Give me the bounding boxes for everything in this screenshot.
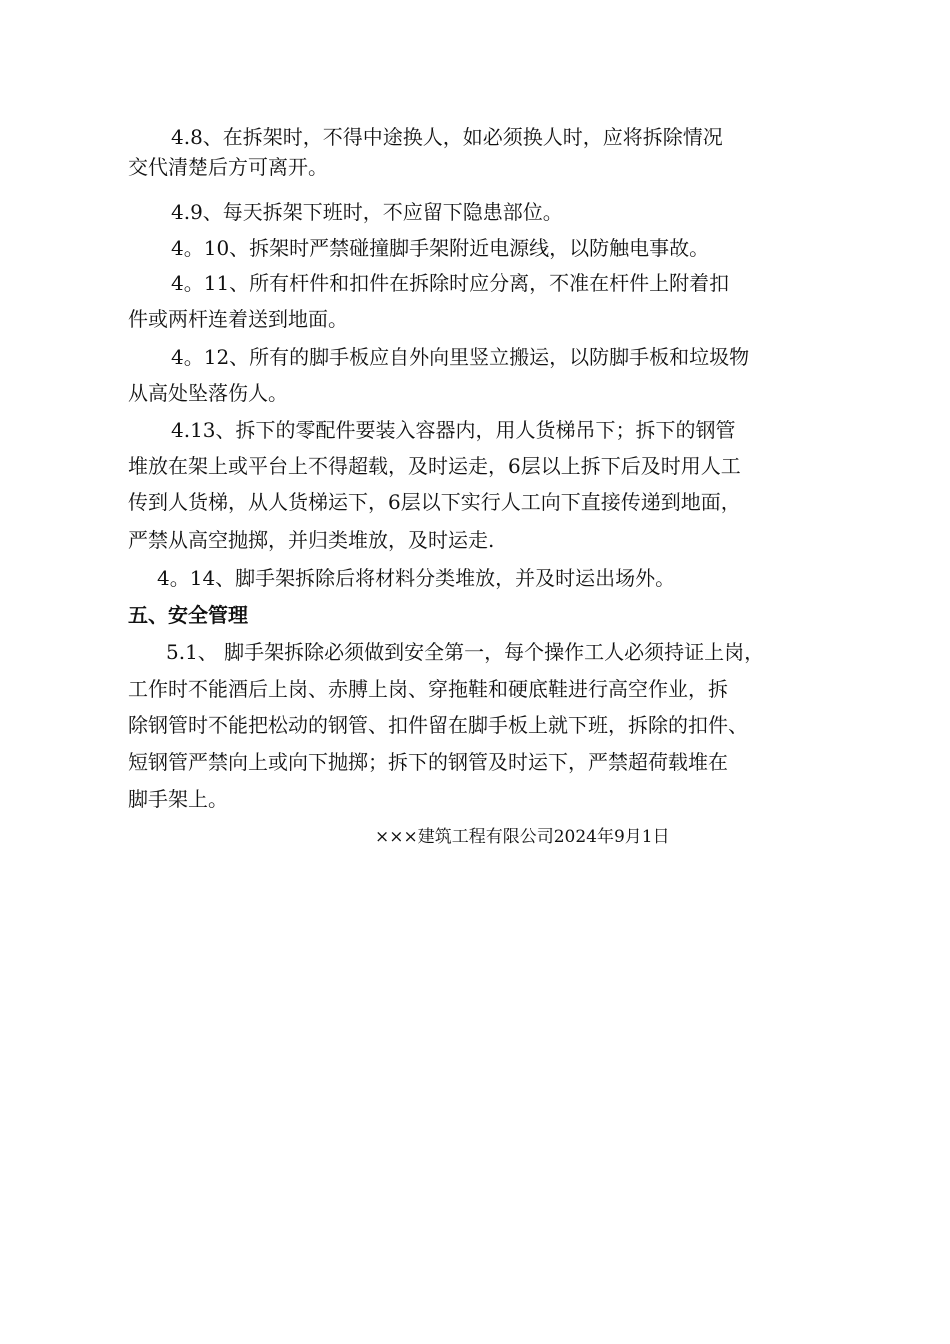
- section-5-1-line-1: 5.1、 脚手架拆除必须做到安全第一，每个操作工人必须持证上岗，: [166, 640, 765, 664]
- item-4-13-line-1: 4.13、拆下的零配件要装入容器内，用人货梯吊下；拆下的钢管: [171, 418, 736, 442]
- company-signature-date: ×××建筑工程有限公司2024年9月1日: [375, 827, 670, 847]
- item-4-13-line-4: 严禁从高空抛掷，并归类堆放，及时运走.: [128, 528, 495, 552]
- item-4-11-line-1: 4。11、所有杆件和扣件在拆除时应分离，不准在杆件上附着扣: [171, 271, 730, 295]
- item-4-9-line-1: 4.9、每天拆架下班时，不应留下隐患部位。: [171, 200, 563, 224]
- section-5-1-line-5: 脚手架上。: [128, 787, 228, 811]
- section-5-1-line-2: 工作时不能酒后上岗、赤膊上岗、穿拖鞋和硬底鞋进行高空作业，拆: [128, 677, 728, 701]
- item-4-13-line-2: 堆放在架上或平台上不得超载，及时运走，6层以上拆下后及时用人工: [128, 454, 741, 478]
- section-heading: 五、安全管理: [128, 603, 248, 627]
- section-5-1-line-3: 除钢管时不能把松动的钢管、扣件留在脚手板上就下班，拆除的扣件、: [128, 713, 748, 737]
- item-4-12-line-1: 4。12、所有的脚手板应自外向里竖立搬运，以防脚手板和垃圾物: [171, 345, 750, 369]
- item-4-12-line-2: 从高处坠落伤人。: [128, 381, 288, 405]
- section-5-1-line-4: 短钢管严禁向上或向下抛掷；拆下的钢管及时运下，严禁超荷载堆在: [128, 750, 728, 774]
- item-4-14-line-1: 4。14、脚手架拆除后将材料分类堆放，并及时运出场外。: [157, 566, 676, 590]
- item-4-8-line-2: 交代清楚后方可离开。: [128, 155, 328, 179]
- item-4-11-line-2: 件或两杆连着送到地面。: [128, 307, 348, 331]
- item-4-8-line-1: 4.8、在拆架时，不得中途换人，如必须换人时，应将拆除情况: [171, 125, 723, 149]
- item-4-10-line-1: 4。10、拆架时严禁碰撞脚手架附近电源线，以防触电事故。: [171, 236, 710, 260]
- item-4-13-line-3: 传到人货梯，从人货梯运下，6层以下实行人工向下直接传递到地面，: [128, 490, 741, 514]
